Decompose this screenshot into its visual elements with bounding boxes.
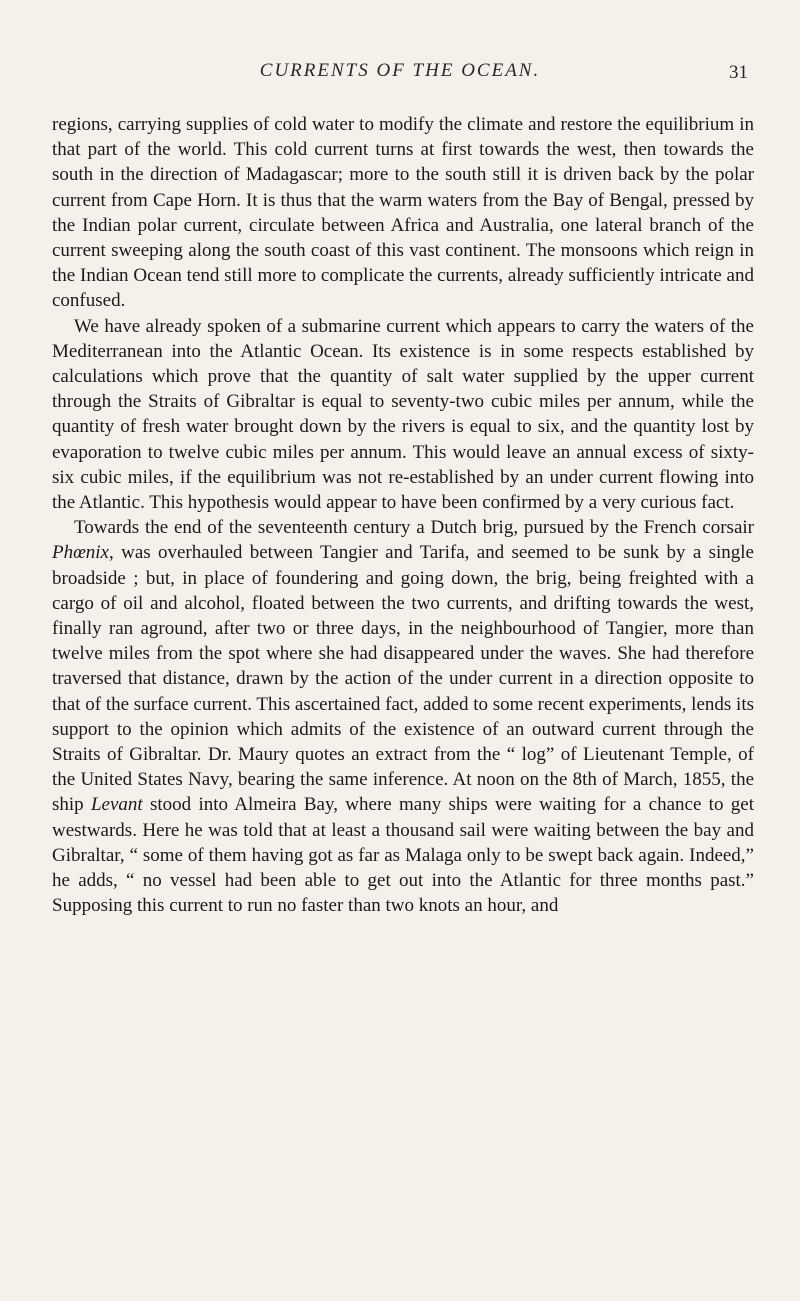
paragraph-1: regions, carrying supplies of cold water to modify the climate and restore the equilibrium in that part of the world. This cold current turns at first towards the west, then towards the south in the direction of Madagascar; more to the south still it is driven back by the polar current from Cape Horn. It is thus that the warm waters from the Bay of Bengal, pressed by the Indian polar current, circulate between Africa and Australia, one lateral branch of the current sweeping along the south coast of this vast continent. The monsoons which reign in the Indian Ocean tend still more to complicate the currents, already sufficiently intricate and confused. <box>52 114 754 312</box>
paragraph-3-part-1: Towards the end of the seventeenth century a Dutch brig, pursued by the French corsair <box>74 517 754 539</box>
page-number: 31 <box>729 62 748 83</box>
running-head <box>52 60 748 86</box>
paragraph-3 <box>52 515 754 918</box>
body-text <box>52 112 754 919</box>
ship-name-phoenix: Phœnix <box>52 542 109 564</box>
running-title: CURRENTS OF THE OCEAN. <box>259 60 541 81</box>
paragraph-2: We have already spoken of a submarine current which appears to carry the waters of the Mediterranean into the Atlantic Ocean. Its existence is in some respects established by calculations which prove that the quantity of salt water supplied by the upper current through the Straits of Gibraltar is equal to seventy-two cubic miles per annum, while the quantity of fresh water brought down by the rivers is equal to six, and the quantity lost by evaporation to twelve cubic miles per annum. This would leave an annual excess of sixty-six cubic miles, if the equilibrium was not re-established by an under current flowing into the Atlantic. This hypothesis would appear to have been confirmed by a very curious fact. <box>52 315 754 514</box>
paragraph-3-part-2: , was overhauled between Tangier and Tarifa, and seemed to be sunk by a single broadside ; but, in place of foundering and going down, the brig, being freighted with a cargo of oil and alcohol, floated between the two currents, and drifting towards the west, finally ran aground, after two or three days, in the neighbourhood of Tangier, more than twelve miles from the spot where she had disappeared under the waves. She had therefore traversed that distance, drawn by the action of the under current in a direction opposite to that of the surface current. This ascertained fact, added to some recent experiments, lends its support to the opinion which admits of the existence of an outward current through the Straits of Gibraltar. Dr. Maury quotes an extract from the “ log” of Lieutenant Temple, of the United States Navy, bearing the same inference. At noon on the 8th of March, 1855, the ship <box>52 542 754 816</box>
paragraph-3-part-3: stood into Almeira Bay, where many ships were waiting for a chance to get westwards. Here he was told that at least a thousand sail were waiting between the bay and Gibraltar, “ some of them having got as far as Malaga only to be swept back again. Indeed,” he adds, “ no vessel had been able to get out into the Atlantic for three months past.” Supposing this current to run no faster than two knots an hour, and <box>52 794 754 917</box>
ship-name-levant: Levant <box>90 794 143 816</box>
